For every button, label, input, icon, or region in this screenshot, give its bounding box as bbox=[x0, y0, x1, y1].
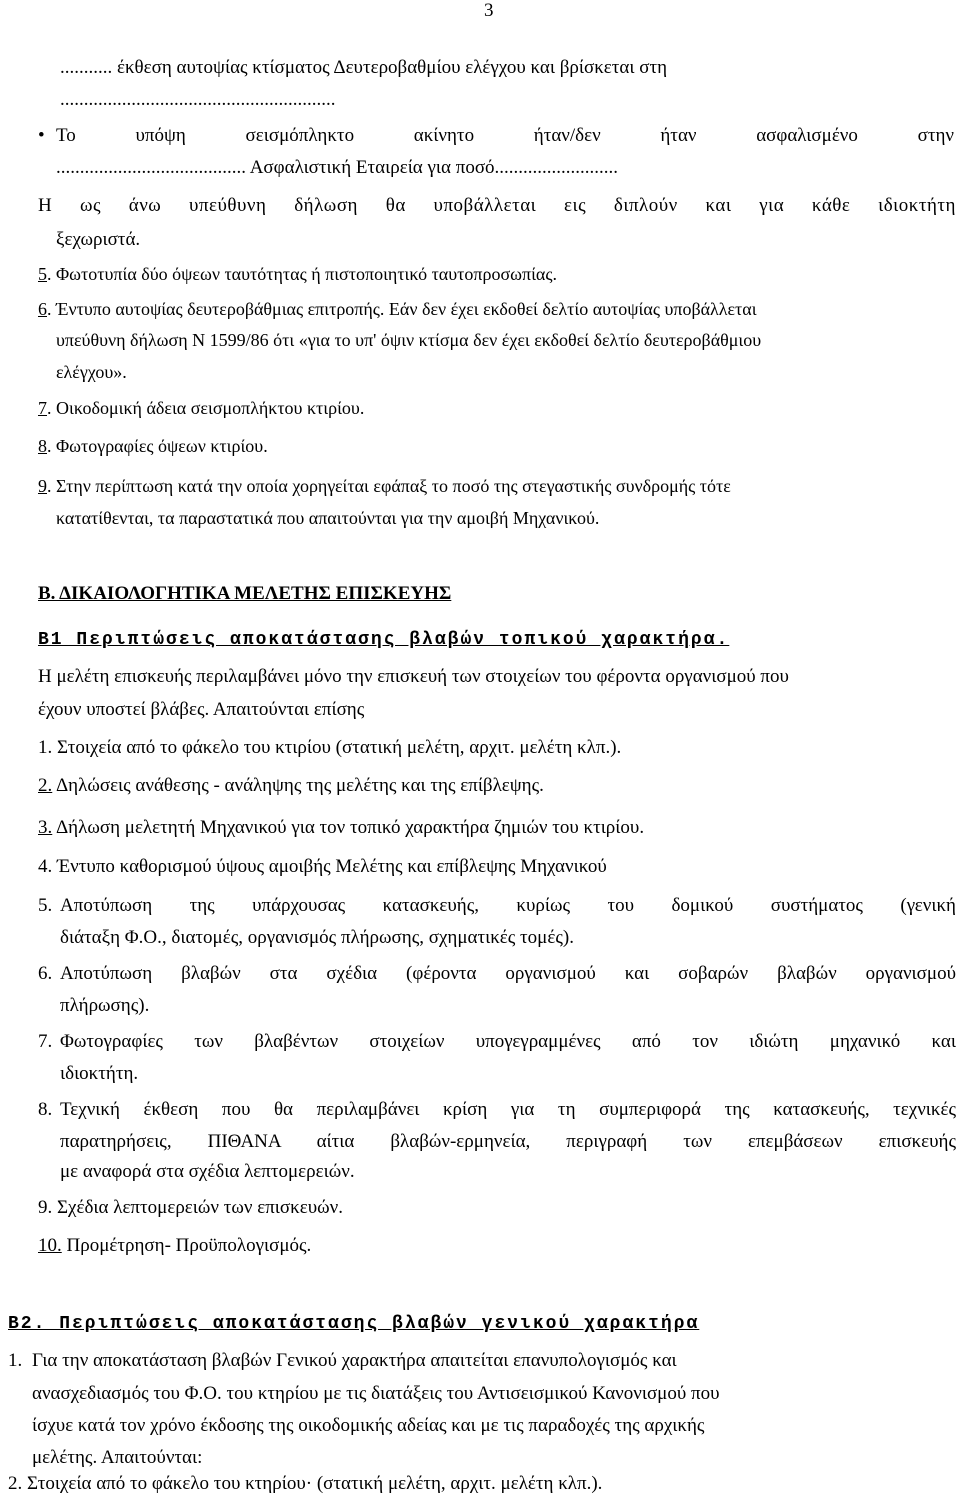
list-item: 8. Φωτογραφίες όψεων κτιρίου. bbox=[38, 436, 268, 456]
b1-item: Αποτύπωση της υπάρχουσας κατασκευής, κυρίως του δομικού συστήματος (γενική bbox=[60, 895, 956, 916]
bullet: • bbox=[38, 125, 45, 146]
section-b2-title: Β2. Περιπτώσεις αποκατάστασης βλαβών γενικού χαρακτήρα bbox=[8, 1314, 700, 1334]
list-item: 6. Έντυπο αυτοψίας δευτεροβάθμιας επιτροπής. Εάν δεν έχει εκδοθεί δελτίο αυτοψίας υποβάλλεται bbox=[38, 299, 757, 319]
b1-item-cont: διάταξη Φ.Ο., διατομές, οργανισμός πλήρωσης, σχηματικές τομές). bbox=[60, 927, 574, 948]
report-line: ........... έκθεση αυτοψίας κτίσματος Δευτεροβαθμίου ελέγχου και βρίσκεται στη bbox=[60, 57, 668, 78]
insurance-line-2: ........................................ Ασφαλιστική Εταιρεία για ποσό.......................... bbox=[56, 157, 619, 178]
page-number: 3 bbox=[484, 0, 494, 21]
dotted-line: .......................................................... bbox=[60, 89, 336, 110]
list-item-cont: ελέγχου». bbox=[56, 362, 127, 382]
list-item-cont: υπεύθυνη δήλωση Ν 1599/86 ότι «για το υπ' όψιν κτίσμα δεν έχει εκδοθεί δελτίο δευτεροβάθμιου bbox=[56, 330, 762, 350]
b1-item-num: 7. bbox=[38, 1031, 53, 1052]
b1-item: 1. Στοιχεία από το φάκελο του κτιρίου (στατική μελέτη, αρχιτ. μελέτη κλπ.). bbox=[38, 737, 622, 758]
b1-item: Τεχνική έκθεση που θα περιλαμβάνει κρίση για τη συμπεριφορά της κατασκευής, τεχνικές bbox=[60, 1099, 956, 1120]
b2-item-cont: ίσχυε κατά τον χρόνο έκδοσης της οικοδομικής αδείας και με τις παραδοχές της αρχικής bbox=[32, 1415, 705, 1436]
list-item: 5. Φωτοτυπία δύο όψεων ταυτότητας ή πιστοποιητικό ταυτοπροσωπίας. bbox=[38, 264, 557, 284]
b2-item: 2. Στοιχεία από το φάκελο του κτηρίου· (στατική μελέτη, αρχιτ. μελέτη κλπ.). bbox=[8, 1473, 603, 1494]
insurance-line: Το υπόψη σεισμόπληκτο ακίνητο ήταν/δεν ήταν ασφαλισμένο στην bbox=[56, 125, 954, 146]
list-item-cont: κατατίθενται, τα παραστατικά που απαιτούνται για την αμοιβή Μηχανικού. bbox=[56, 508, 600, 528]
b1-item-num: 6. bbox=[38, 963, 53, 984]
b1-item: 2. Δηλώσεις ανάθεσης - ανάληψης της μελέτης και της επίβλεψης. bbox=[38, 775, 544, 796]
section-b1-title: Β1 Περιπτώσεις αποκατάστασης βλαβών τοπικού χαρακτήρα. bbox=[38, 630, 730, 650]
b2-item: Για την αποκατάσταση βλαβών Γενικού χαρακτήρα απαιτείται επανυπολογισμός και bbox=[32, 1350, 677, 1371]
b1-intro: Η μελέτη επισκευής περιλαμβάνει μόνο την επισκευή των στοιχείων του φέροντα οργανισμού που bbox=[38, 666, 789, 687]
declaration-line-2: ξεχωριστά. bbox=[56, 229, 141, 250]
b2-item-cont: ανασχεδιασμός του Φ.Ο. του κτηρίου με τις διατάξεις του Αντισεισμικού Κανονισμού που bbox=[32, 1383, 720, 1404]
declaration-line: Η ως άνω υπεύθυνη δήλωση θα υποβάλλεται εις διπλούν και για κάθε ιδιοκτήτη bbox=[38, 195, 956, 216]
b1-item-num: 8. bbox=[38, 1099, 53, 1120]
b2-item-cont: μελέτης. Απαιτούνται: bbox=[32, 1447, 203, 1468]
b1-item-num: 5. bbox=[38, 895, 53, 916]
b1-item-cont: ιδιοκτήτη. bbox=[60, 1063, 139, 1084]
b1-item: 10. Προμέτρηση- Προϋπολογισμός. bbox=[38, 1235, 312, 1256]
b1-item: Φωτογραφίες των βλαβέντων στοιχείων υπογεγραμμένες από τον ιδιώτη μηχανικό και bbox=[60, 1031, 956, 1052]
list-item: 7. Οικοδομική άδεια σεισμοπλήκτου κτιρίου. bbox=[38, 398, 365, 418]
b2-item-num: 1. bbox=[8, 1350, 23, 1371]
b1-intro-2: έχουν υποστεί βλάβες. Απαιτούνται επίσης bbox=[38, 699, 365, 720]
b1-item: 4. Έντυπο καθορισμού ύψους αμοιβής Μελέτης και επίβλεψης Μηχανικού bbox=[38, 856, 607, 877]
b1-item: 9. Σχέδια λεπτομερειών των επισκευών. bbox=[38, 1197, 343, 1218]
b1-item-cont: παρατηρήσεις, ΠΙΘΑΝΑ αίτια βλαβών-ερμηνεία, περιγραφή των επεμβάσεων επισκευής bbox=[60, 1131, 956, 1152]
section-b-title: Β. ΔΙΚΑΙΟΛΟΓΗΤΙΚΑ ΜΕΛΕΤΗΣ ΕΠΙΣΚΕΥΗΣ bbox=[38, 583, 452, 604]
list-item: 9. Στην περίπτωση κατά την οποία χορηγείται εφάπαξ το ποσό της στεγαστικής συνδρομής τότε bbox=[38, 476, 731, 496]
b1-item: 3. Δήλωση μελετητή Μηχανικού για τον τοπικό χαρακτήρα ζημιών του κτιρίου. bbox=[38, 817, 645, 838]
b1-item: Αποτύπωση βλαβών στα σχέδια (φέροντα οργανισμού και σοβαρών βλαβών οργανισμού bbox=[60, 963, 956, 984]
b1-item-cont: με αναφορά στα σχέδια λεπτομερειών. bbox=[60, 1161, 355, 1182]
b1-item-cont: πλήρωσης). bbox=[60, 995, 150, 1016]
